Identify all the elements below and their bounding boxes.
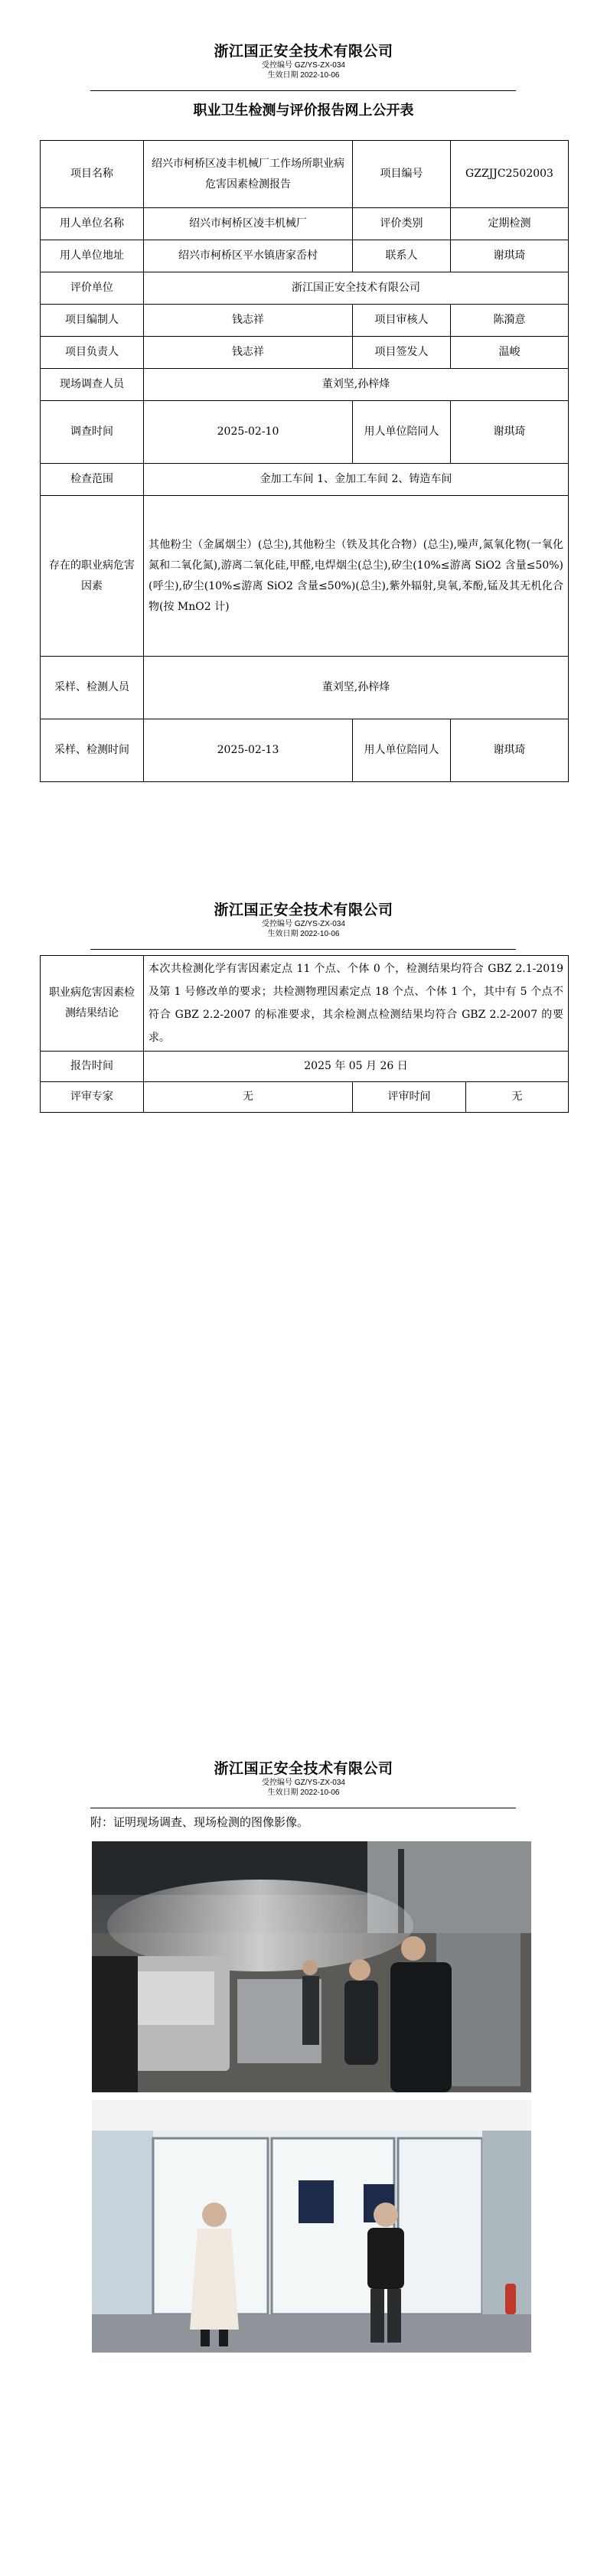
table-row	[41, 208, 569, 240]
company-name: 浙江国正安全技术有限公司	[214, 1760, 393, 1777]
table-row	[41, 956, 569, 1052]
project-no-value: GZZJJC2502003	[451, 141, 569, 208]
table-row	[41, 401, 569, 464]
site-survey-label: 现场调查人员	[41, 369, 144, 401]
effective-date: 生效日期 2022-10-06	[267, 1789, 340, 1797]
employer-addr-label: 用人单位地址	[41, 240, 144, 272]
page2-header	[0, 898, 607, 939]
sampling-time-label: 采样、检测时间	[41, 719, 144, 782]
hazards-label: 存在的职业病危害因素	[41, 496, 144, 657]
table-row	[41, 657, 569, 719]
sampling-staff-label: 采样、检测人员	[41, 657, 144, 719]
table-row	[41, 369, 569, 401]
report-time-label: 报告时间	[41, 1052, 144, 1082]
contact-label: 联系人	[353, 240, 451, 272]
control-number: 受控编号 GZ/YS-ZX-034	[262, 61, 345, 70]
sampling-staff-value: 董刘坚,孙梓烽	[144, 657, 569, 719]
scope-value: 金加工车间 1、金加工车间 2、铸造车间	[144, 464, 569, 496]
company-name: 浙江国正安全技术有限公司	[214, 43, 393, 60]
contact-value: 谢琪琦	[451, 240, 569, 272]
table-row	[41, 719, 569, 782]
report-table-2	[40, 955, 569, 1113]
employer-name-value: 绍兴市柯桥区凌丰机械厂	[144, 208, 353, 240]
sampling-time-value: 2025-02-13	[144, 719, 353, 782]
control-number: 受控编号 GZ/YS-ZX-034	[262, 1779, 345, 1787]
site-survey-photo	[92, 1841, 531, 2092]
reviewer-label: 项目审核人	[353, 305, 451, 337]
page1-header	[0, 40, 607, 80]
employer-addr-value: 绍兴市柯桥区平水镇唐家岙村	[144, 240, 353, 272]
page-title: 职业卫生检测与评价报告网上公开表	[193, 103, 414, 119]
project-no-label: 项目编号	[353, 141, 451, 208]
table-row	[41, 1052, 569, 1082]
table-row	[41, 1082, 569, 1113]
employer-name-label: 用人单位名称	[41, 208, 144, 240]
expert-value: 无	[144, 1082, 353, 1113]
survey-time-value: 2025-02-10	[144, 401, 353, 464]
site-testing-photo-icon	[92, 2100, 531, 2353]
table-row	[41, 337, 569, 369]
control-number: 受控编号 GZ/YS-ZX-034	[262, 920, 345, 928]
issuer-value: 温峻	[451, 337, 569, 369]
eval-unit-value: 浙江国正安全技术有限公司	[144, 272, 569, 305]
site-testing-photo	[92, 2100, 531, 2353]
accompany2-label: 用人单位陪同人	[353, 719, 451, 782]
header-divider	[90, 949, 516, 950]
leader-label: 项目负责人	[41, 337, 144, 369]
reviewer-value: 陈漪意	[451, 305, 569, 337]
accompany-label: 用人单位陪同人	[353, 401, 451, 464]
report-table-1	[40, 140, 569, 782]
conclusion-label: 职业病危害因素检测结果结论	[41, 956, 144, 1052]
eval-type-label: 评价类别	[353, 208, 451, 240]
project-name-label: 项目名称	[41, 141, 144, 208]
accompany-value: 谢琪琦	[451, 401, 569, 464]
issuer-label: 项目签发人	[353, 337, 451, 369]
hazards-value: 其他粉尘（金属烟尘）(总尘),其他粉尘（铁及其化合物）(总尘),噪声,氮氧化物(一氧化氮和二氧化氮),游离二氧化硅,甲醛,电焊烟尘(总尘),矽尘(10%≤游离 SiO2 含量≤50%)(呼尘),矽尘(10%≤游离 SiO2 含量≤50%)(总尘),紫外辐射,臭氧,苯酚,锰及其无机化合物(按 MnO2 计)	[144, 496, 569, 657]
table-row	[41, 496, 569, 657]
accompany2-value: 谢琪琦	[451, 719, 569, 782]
header-divider	[90, 90, 516, 91]
site-survey-value: 董刘坚,孙梓烽	[144, 369, 569, 401]
table-row	[41, 141, 569, 208]
site-survey-photo-icon	[92, 1841, 531, 2092]
scope-label: 检查范围	[41, 464, 144, 496]
compiler-label: 项目编制人	[41, 305, 144, 337]
company-name: 浙江国正安全技术有限公司	[214, 902, 393, 918]
report-time-value: 2025 年 05 月 26 日	[144, 1052, 569, 1082]
effective-date: 生效日期 2022-10-06	[267, 71, 340, 80]
page3-header	[0, 1757, 607, 1798]
expert-label: 评审专家	[41, 1082, 144, 1113]
attachment-label: 附：证明现场调查、现场检测的图像影像。	[90, 1815, 309, 1829]
table-row	[41, 464, 569, 496]
effective-date: 生效日期 2022-10-06	[267, 930, 340, 938]
eval-unit-label: 评价单位	[41, 272, 144, 305]
compiler-value: 钱志祥	[144, 305, 353, 337]
leader-value: 钱志祥	[144, 337, 353, 369]
eval-type-value: 定期检测	[451, 208, 569, 240]
table-row	[41, 272, 569, 305]
table-row	[41, 240, 569, 272]
review-time-value: 无	[466, 1082, 569, 1113]
conclusion-value: 本次共检测化学有害因素定点 11 个点、个体 0 个，检测结果均符合 GBZ 2.1-2019 及第 1 号修改单的要求；共检测物理因素定点 18 个点、个体 1 个，其中有 5 个点不符合 GBZ 2.2-2007 的标准要求，其余检测点检测结果均符合 GBZ 2.2-2007 的要求。	[144, 956, 569, 1052]
table-row	[41, 305, 569, 337]
review-time-label: 评审时间	[353, 1082, 466, 1113]
survey-time-label: 调查时间	[41, 401, 144, 464]
project-name-value: 绍兴市柯桥区凌丰机械厂工作场所职业病危害因素检测报告	[144, 141, 353, 208]
